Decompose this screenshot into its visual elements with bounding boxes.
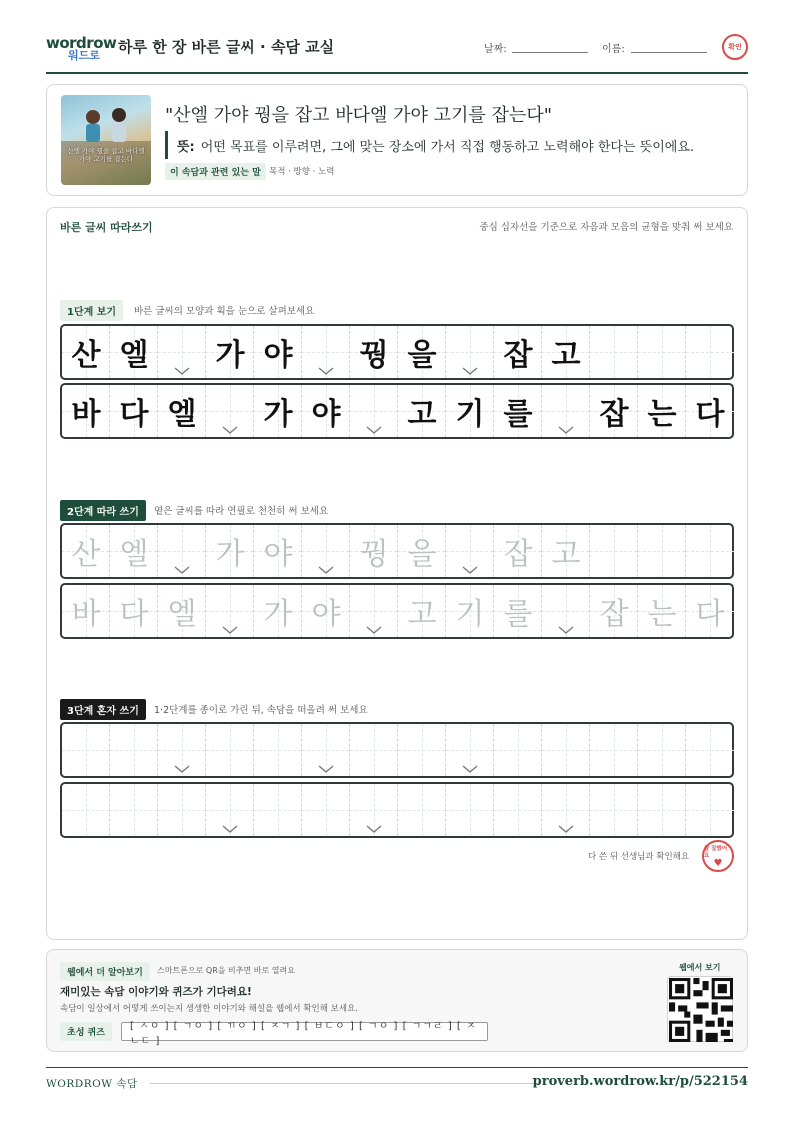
proverb-title: "산엘 가야 꿩을 잡고 바다엘 가야 고기를 잡는다" [165, 105, 552, 126]
grid-char: 다 [695, 597, 725, 632]
grid-char: 다 [695, 397, 725, 432]
grid-cell [62, 326, 110, 378]
meaning-block [165, 131, 725, 159]
grid-cell[interactable] [446, 784, 494, 836]
practice-hint: 중심 십자선을 기준으로 자음과 모음의 균형을 맞춰 써 보세요 [479, 222, 733, 233]
grid-cell [350, 385, 398, 437]
grid-cell[interactable] [158, 525, 206, 577]
grid-cell[interactable] [638, 525, 686, 577]
space-mark-icon [316, 764, 336, 774]
grid-char: 가 [215, 537, 245, 572]
web-card [46, 949, 748, 1052]
step2-badge: 2단계 따라 쓰기 [60, 500, 146, 521]
grid-cell[interactable] [542, 724, 590, 776]
grid-cell[interactable] [446, 585, 494, 637]
grid-cell [542, 385, 590, 437]
grid-cell[interactable] [590, 525, 638, 577]
grid-cell[interactable] [62, 525, 110, 577]
space-mark-icon [364, 425, 384, 435]
grid-cell [206, 385, 254, 437]
footer-divider [46, 1067, 748, 1068]
grid-char: 바 [71, 397, 101, 432]
space-mark-icon [220, 824, 240, 834]
qr-code-graphic [669, 978, 733, 1042]
practice-title: 바른 글씨 따라쓰기 [60, 221, 153, 234]
grid-char: 다 [119, 597, 149, 632]
grid-cell [158, 385, 206, 437]
logo: wordrow [46, 34, 117, 52]
grid-char: 야 [263, 338, 293, 373]
space-mark-icon [460, 565, 480, 575]
grid-cell [206, 326, 254, 378]
space-mark-icon [556, 625, 576, 635]
grid-cell[interactable] [206, 784, 254, 836]
grid-char: 잡 [599, 397, 629, 432]
step3-hint: 1·2단계를 종이로 가린 뒤, 속담을 떠올려 써 보세요 [154, 705, 368, 716]
space-mark-icon [316, 366, 336, 376]
grid-cell[interactable] [158, 784, 206, 836]
grid-cell[interactable] [62, 585, 110, 637]
quiz-label: 초성 퀴즈 [60, 1022, 112, 1041]
grid-cell[interactable] [638, 724, 686, 776]
grid-cell[interactable] [542, 585, 590, 637]
space-mark-icon [556, 425, 576, 435]
grid-cell[interactable] [590, 784, 638, 836]
grid-cell [446, 326, 494, 378]
grid-cell[interactable] [254, 525, 302, 577]
grid-cell [686, 385, 734, 437]
step1-hint: 바른 글씨의 모양과 획을 눈으로 살펴보세요 [134, 306, 315, 317]
page-header [46, 30, 748, 74]
grid-char: 고 [407, 397, 437, 432]
grid-char: 을 [407, 537, 437, 572]
space-mark-icon [220, 625, 240, 635]
space-mark-icon [460, 764, 480, 774]
grid-cell[interactable] [446, 724, 494, 776]
grid-cell[interactable] [206, 585, 254, 637]
grid-cell [494, 326, 542, 378]
grid-cell[interactable] [110, 724, 158, 776]
grid-cell [110, 326, 158, 378]
grid-cell[interactable] [302, 724, 350, 776]
grid-cell[interactable] [254, 784, 302, 836]
grid-char: 는 [647, 397, 677, 432]
logo-sub: 워드로 [68, 49, 100, 62]
check-stamp-label: 확인 [728, 43, 742, 51]
grid-cell[interactable] [638, 784, 686, 836]
grid-cell [398, 326, 446, 378]
name-label: 이름: [602, 44, 625, 55]
space-mark-icon [316, 565, 336, 575]
grid-char: 고 [551, 338, 581, 373]
grid-cell[interactable] [110, 525, 158, 577]
grid-char: 엘 [119, 338, 149, 373]
grid-char: 고 [551, 537, 581, 572]
page-title: 하루 한 장 바른 글씨 · 속담 교실 [118, 38, 335, 56]
proverb-card [46, 84, 748, 196]
grid-cell[interactable] [158, 724, 206, 776]
model-row-1 [60, 324, 734, 380]
grid-char: 꿩 [359, 537, 389, 572]
date-label: 날짜: [484, 44, 507, 55]
grid-char: 가 [263, 397, 293, 432]
space-mark-icon [172, 764, 192, 774]
grid-char: 잡 [503, 338, 533, 373]
grid-cell [638, 385, 686, 437]
grid-cell[interactable] [206, 724, 254, 776]
web-badge: 웹에서 더 알아보기 [60, 962, 150, 981]
illustration-art [61, 95, 151, 185]
grid-cell[interactable] [686, 585, 734, 637]
grid-char: 바 [71, 597, 101, 632]
check-stamp-icon [722, 34, 748, 60]
grid-cell[interactable] [254, 724, 302, 776]
illustration-caption: 산엘 가야 꿩을 잡고 바다엘 가야 고기를 잡는다 [67, 147, 145, 163]
blank-row-1[interactable] [60, 722, 734, 778]
grid-char: 야 [311, 397, 341, 432]
grid-cell [254, 385, 302, 437]
step1-badge: 1단계 보기 [60, 300, 123, 321]
grid-char: 가 [263, 597, 293, 632]
grid-cell[interactable] [590, 724, 638, 776]
meaning-text: 어떤 목표를 이루려면, 그에 맞는 장소에 가서 직접 행동하고 노력해야 한다는 뜻이에요. [200, 139, 695, 155]
grid-cell[interactable] [398, 585, 446, 637]
grid-char: 야 [263, 537, 293, 572]
grid-cell [110, 385, 158, 437]
grid-char: 고 [407, 597, 437, 632]
grid-cell[interactable] [398, 525, 446, 577]
grid-cell[interactable] [494, 784, 542, 836]
grid-cell[interactable] [494, 585, 542, 637]
grid-cell[interactable] [686, 525, 734, 577]
grid-cell [158, 326, 206, 378]
illustration-image [61, 95, 151, 185]
grid-cell[interactable] [590, 585, 638, 637]
space-mark-icon [364, 625, 384, 635]
grid-cell[interactable] [350, 784, 398, 836]
grid-cell[interactable] [542, 525, 590, 577]
grid-cell[interactable] [302, 525, 350, 577]
grid-cell[interactable] [110, 784, 158, 836]
grid-cell [302, 326, 350, 378]
grid-char: 기 [455, 597, 485, 632]
space-mark-icon [364, 824, 384, 834]
grid-cell [686, 326, 734, 378]
qr-code-icon[interactable] [667, 976, 733, 1042]
related-words-tag: 이 속담과 관련 있는 말 [165, 163, 266, 180]
grid-cell [494, 385, 542, 437]
space-mark-icon [172, 565, 192, 575]
grid-cell [254, 326, 302, 378]
grid-cell [590, 326, 638, 378]
web-badge-hint: 스마트폰으로 QR을 비추면 바로 열려요 [157, 966, 295, 975]
space-mark-icon [172, 366, 192, 376]
grid-cell[interactable] [62, 724, 110, 776]
grid-char: 는 [647, 597, 677, 632]
grid-char: 를 [503, 397, 533, 432]
finish-note: 다 쓴 뒤 선생님과 확인해요 [588, 852, 690, 862]
web-headline: 재미있는 속담 이야기와 퀴즈가 기다려요! [60, 986, 252, 998]
grid-char: 엘 [167, 597, 197, 632]
footer-brand: WORDROW 속담 [46, 1078, 138, 1090]
grid-cell [350, 326, 398, 378]
grid-char: 를 [503, 597, 533, 632]
grid-cell[interactable] [686, 784, 734, 836]
grid-char: 가 [215, 338, 245, 373]
grid-char: 다 [119, 397, 149, 432]
grid-cell[interactable] [302, 784, 350, 836]
footer-url[interactable]: proverb.wordrow.kr/p/522154 [532, 1074, 748, 1089]
grid-cell [542, 326, 590, 378]
trace-row-1[interactable] [60, 523, 734, 579]
grid-cell [302, 385, 350, 437]
trace-row-2[interactable] [60, 583, 734, 639]
grid-cell[interactable] [302, 585, 350, 637]
grid-char: 엘 [167, 397, 197, 432]
grid-cell [62, 385, 110, 437]
grid-cell[interactable] [494, 525, 542, 577]
name-field[interactable] [631, 52, 707, 53]
grid-char: 잡 [599, 597, 629, 632]
footer-rule [150, 1083, 540, 1084]
heart-stamp-label: 참 잘했어요 [704, 845, 728, 859]
grid-cell[interactable] [398, 724, 446, 776]
grid-char: 꿩 [359, 338, 389, 373]
grid-char: 산 [71, 537, 101, 572]
grid-char: 잡 [503, 537, 533, 572]
related-words: 목적 · 방향 · 노력 [269, 167, 335, 177]
qr-label: 웹에서 보기 [679, 963, 721, 972]
meaning-label: 뜻: [177, 139, 195, 155]
grid-cell[interactable] [350, 525, 398, 577]
grid-cell[interactable] [350, 585, 398, 637]
grid-char: 엘 [119, 537, 149, 572]
grid-char: 기 [455, 397, 485, 432]
step2-hint: 옅은 글씨를 따라 연필로 천천히 써 보세요 [154, 506, 329, 517]
grid-char: 산 [71, 338, 101, 373]
date-field[interactable] [512, 52, 588, 53]
grid-cell[interactable] [254, 585, 302, 637]
grid-cell[interactable] [350, 724, 398, 776]
grid-cell[interactable] [686, 724, 734, 776]
step3-badge: 3단계 혼자 쓰기 [60, 699, 146, 720]
grid-cell[interactable] [494, 724, 542, 776]
heart-stamp-icon: 참 잘했어요 ♥ [702, 840, 734, 872]
model-row-2 [60, 383, 734, 439]
chosung-quiz: [ ㅅㅇ ] [ ㄱㅇ ] [ ㄲㅇ ] [ ㅈㄱ ] [ ㅂㄷㅇ ] [ ㄱㅇ ] [ ㄱㄱㄹ ] [ ㅈㄴㄷ ] [121, 1022, 488, 1041]
space-mark-icon [220, 425, 240, 435]
grid-cell [590, 385, 638, 437]
blank-row-2[interactable] [60, 782, 734, 838]
web-desc: 속담이 일상에서 어떻게 쓰이는지 생생한 이야기와 해설을 웹에서 확인해 보세요. [60, 1004, 358, 1014]
space-mark-icon [556, 824, 576, 834]
grid-cell[interactable] [542, 784, 590, 836]
grid-char: 을 [407, 338, 437, 373]
grid-char: 야 [311, 597, 341, 632]
grid-cell[interactable] [398, 784, 446, 836]
grid-cell[interactable] [110, 585, 158, 637]
grid-cell [638, 326, 686, 378]
space-mark-icon [460, 366, 480, 376]
grid-cell[interactable] [158, 585, 206, 637]
grid-cell[interactable] [206, 525, 254, 577]
grid-cell [398, 385, 446, 437]
grid-cell [446, 385, 494, 437]
grid-cell[interactable] [638, 585, 686, 637]
grid-cell[interactable] [446, 525, 494, 577]
grid-cell[interactable] [62, 784, 110, 836]
